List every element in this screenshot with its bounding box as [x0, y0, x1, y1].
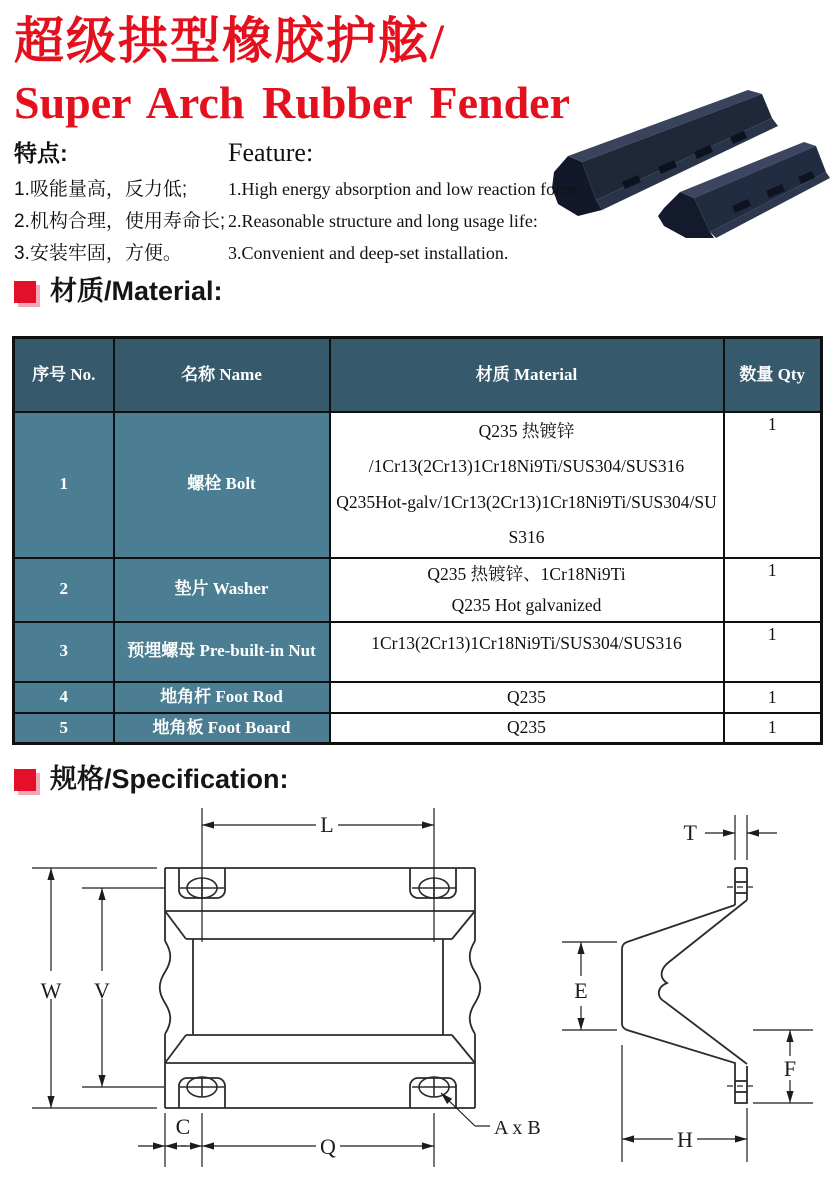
bolt-size-callout: A x B	[494, 1117, 541, 1139]
col-header-material: 材质 Material	[330, 338, 724, 412]
cell-material	[330, 622, 724, 682]
feature-item-cn: 3.安装牢固，方便。	[14, 243, 182, 264]
dim-label-W: W	[40, 978, 62, 1003]
page-title-cn: 超级拱型橡胶护舷/	[14, 13, 446, 69]
material-section-heading	[14, 278, 223, 305]
spec-section-heading	[14, 766, 289, 793]
cell-name: 垫片 Washer	[114, 558, 330, 622]
col-header-qty: 数量 Qty	[724, 338, 822, 412]
fender-plan-outline	[160, 868, 481, 1108]
cell-no: 2	[14, 558, 114, 622]
material-line: S316	[508, 527, 545, 547]
dim-label-V: V	[94, 978, 110, 1003]
dim-label-C: C	[175, 1114, 191, 1139]
cell-material: Q235	[330, 682, 724, 713]
cell-name: 地角板 Foot Board	[114, 713, 330, 744]
section-bullet-icon	[14, 769, 36, 791]
col-header-name: 名称 Name	[114, 338, 330, 412]
bolt-centerlines	[727, 887, 755, 1086]
cell-material	[330, 558, 724, 622]
cell-qty: 1	[724, 412, 822, 558]
cell-material	[330, 412, 724, 558]
cell-no: 1	[14, 412, 114, 558]
feature-item-en: 1.High energy absorption and low reaction force:	[228, 179, 583, 199]
col-header-no: 序号 No.	[14, 338, 114, 412]
cell-material: Q235	[330, 713, 724, 744]
feature-item-cn: 1.吸能量高，反力低;	[14, 179, 188, 200]
table-row	[14, 713, 822, 744]
material-heading-text: 材质/Material:	[50, 276, 223, 306]
fender-section-outline	[622, 868, 747, 1103]
feature-item-en: 2.Reasonable structure and long usage life:	[228, 211, 538, 231]
dim-label-L: L	[320, 812, 334, 837]
material-line: Q235 热镀锌、1Cr18Ni9Ti	[427, 563, 626, 584]
plan-view-drawing	[16, 795, 556, 1185]
table-row	[14, 682, 822, 713]
table-row	[14, 558, 822, 622]
dim-label-E: E	[574, 978, 588, 1003]
cell-qty: 1	[724, 622, 822, 682]
material-line: 1Cr13(2Cr13)1Cr18Ni9Ti/SUS304/SUS316	[371, 632, 682, 653]
features-en	[228, 140, 593, 269]
dim-label-H: H	[677, 1127, 693, 1152]
cell-no: 3	[14, 622, 114, 682]
cell-no: 5	[14, 713, 114, 744]
material-line: Q235 Hot galvanized	[451, 594, 602, 615]
section-dimensions	[562, 815, 813, 1162]
cell-name: 地角杆 Foot Rod	[114, 682, 330, 713]
cell-name: 螺栓 Bolt	[114, 412, 330, 558]
dim-label-T: T	[683, 820, 697, 845]
feature-item-cn: 2.机构合理，使用寿命长;	[14, 211, 226, 232]
product-photo	[552, 60, 830, 238]
features-cn-heading: 特点:	[14, 140, 68, 166]
dim-label-Q: Q	[320, 1134, 336, 1159]
feature-item-en: 3.Convenient and deep-set installation.	[228, 243, 509, 263]
features-cn	[14, 142, 229, 270]
cell-qty: 1	[724, 682, 822, 713]
material-table	[12, 336, 823, 745]
table-row	[14, 622, 822, 682]
section-view-drawing	[545, 790, 830, 1190]
table-header-row	[14, 338, 822, 412]
section-bullet-icon	[14, 281, 36, 303]
material-line: Q235 热镀锌	[478, 420, 575, 441]
features-en-heading: Feature:	[228, 138, 314, 167]
page-title-en: Super Arch Rubber Fender	[14, 77, 571, 128]
material-line: /1Cr13(2Cr13)1Cr18Ni9Ti/SUS304/SUS316	[368, 456, 685, 476]
spec-heading-text: 规格/Specification:	[50, 764, 289, 794]
cell-name: 预埋螺母 Pre-built-in Nut	[114, 622, 330, 682]
dim-label-F: F	[783, 1056, 797, 1081]
cell-no: 4	[14, 682, 114, 713]
cell-qty: 1	[724, 558, 822, 622]
material-line: Q235Hot-galv/1Cr13(2Cr13)1Cr18Ni9Ti/SUS304/SU	[336, 491, 717, 512]
table-row	[14, 412, 822, 558]
cell-qty: 1	[724, 713, 822, 744]
